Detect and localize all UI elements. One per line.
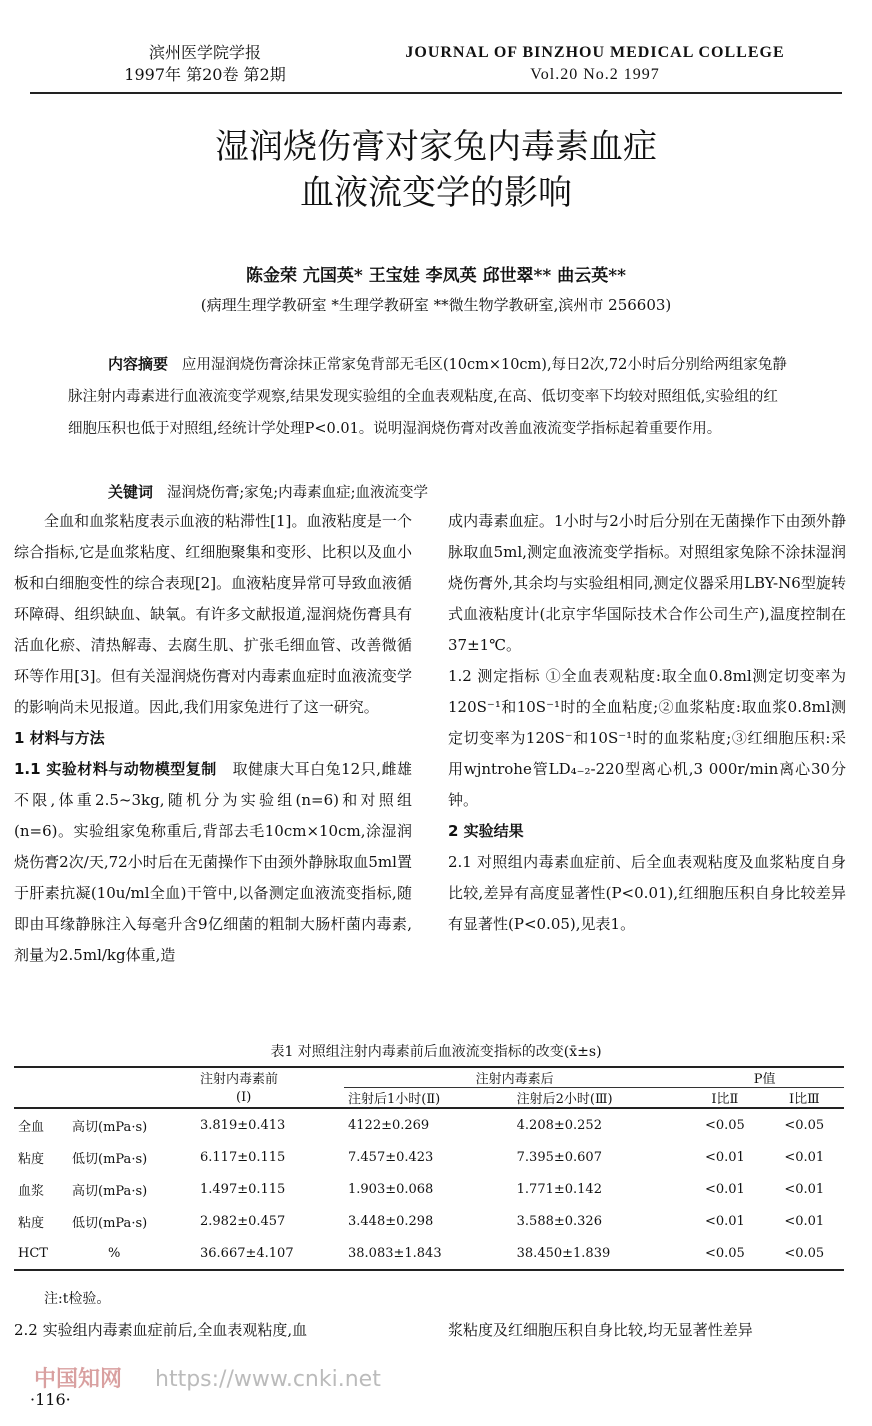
- issue-info-cn: 1997年 第20卷 第2期: [124, 65, 286, 84]
- keywords-text: 湿润烧伤膏;家兔;内毒素血症;血液流变学: [166, 485, 428, 501]
- journal-name-cn: 滨州医学院学报: [148, 43, 261, 62]
- cell-p-1v2: <0.01: [704, 1181, 745, 1197]
- col-before: 注射内毒素前: [200, 1072, 279, 1088]
- methods-continued: 成内毒素血症。1小时与2小时后分别在无菌操作下由颈外静脉取血5ml,测定血液流变学指标。对照组家兔除不涂抹湿润烧伤膏外,其余均与实验组相同,测定仪器采用LBY-N6型旋转式血液粘度计(北京宇华国际技术合作公司生产),温度控制在37±1℃。: [448, 512, 846, 654]
- keywords-label: 关键词: [108, 483, 154, 501]
- col-p-1v3: Ⅰ比Ⅲ: [788, 1092, 820, 1107]
- cell-before: 6.117±0.115: [200, 1149, 286, 1165]
- header-rule: [30, 92, 842, 94]
- cell-after-1h: 7.457±0.423: [348, 1149, 434, 1165]
- col-p-1v2: Ⅰ比Ⅱ: [711, 1092, 739, 1107]
- table-note: 注:t检验。: [44, 1291, 111, 1307]
- row-group: 粘度: [18, 1215, 45, 1231]
- cell-after-1h: 38.083±1.843: [348, 1245, 442, 1261]
- table-row: [14, 1237, 844, 1270]
- cell-p-1v2: <0.05: [704, 1245, 745, 1261]
- cell-p-1v2: <0.01: [704, 1213, 745, 1229]
- page-number: ·116·: [30, 1390, 71, 1409]
- cell-p-1v3: <0.05: [784, 1245, 825, 1261]
- col-after: 注射内毒素后: [344, 1067, 685, 1088]
- abstract-label: 内容摘要: [108, 355, 169, 373]
- row-group: 全血: [18, 1119, 45, 1135]
- row-group: HCT: [18, 1245, 48, 1261]
- row-item: 高切(mPa·s): [72, 1183, 148, 1199]
- cell-before: 1.497±0.115: [200, 1181, 286, 1197]
- cell-after-2h: 4.208±0.252: [516, 1117, 602, 1133]
- cell-p-1v3: <0.01: [784, 1181, 825, 1197]
- cell-p-1v3: <0.01: [784, 1213, 825, 1229]
- results-table: [14, 1066, 844, 1271]
- authors: 陈金荣 亢国英* 王宝娃 李凤英 邱世翠** 曲云英**: [245, 266, 627, 286]
- section-2-1: 2.1 对照组内毒素血症前、后全血表观粘度及血浆粘度自身比较,差异有高度显著性(P<0.01),红细胞压积自身比较差异有显著性(P<0.05),见表1。: [448, 853, 846, 933]
- cell-after-1h: 3.448±0.298: [348, 1213, 434, 1229]
- row-item: 低切(mPa·s): [72, 1215, 148, 1231]
- table-row: [14, 1205, 844, 1237]
- cell-after-1h: 1.903±0.068: [348, 1181, 434, 1197]
- section-1-1-heading: 1.1 实验材料与动物模型复制: [14, 760, 217, 778]
- watermark-cn: 中国知网: [34, 1367, 123, 1392]
- cell-before: 36.667±4.107: [200, 1245, 294, 1261]
- table-row: [14, 1108, 844, 1141]
- abstract: [68, 348, 788, 445]
- col-before-sub: (Ⅰ): [236, 1089, 252, 1105]
- row-group: 血浆: [18, 1183, 45, 1199]
- section-1-heading: 1 材料与方法: [14, 729, 105, 747]
- abstract-text: 应用湿润烧伤膏涂抹正常家兔背部无毛区(10cm×10cm),每日2次,72小时后分别给两组家兔静脉注射内毒素进行血液流变学观察,结果发现实验组的全血表观粘度,在高、低切变率下均较对照组低,实验组的红细胞压积也低于对照组,经统计学处理P<0.01。说明湿润烧伤膏对改善血液流变学指标起着重要作用。: [68, 357, 787, 437]
- section-2-heading: 2 实验结果: [448, 822, 524, 840]
- cell-before: 2.982±0.457: [200, 1213, 286, 1229]
- keywords: [68, 476, 788, 509]
- section-1-1: [14, 754, 412, 971]
- left-column: [14, 506, 412, 971]
- row-item: %: [108, 1245, 121, 1261]
- cnki-watermark: [34, 1362, 381, 1393]
- cell-p-1v2: <0.01: [704, 1149, 745, 1165]
- section-1-2: 1.2 测定指标 ①全血表观粘度:取全血0.8ml测定切变率为120S⁻¹和10S⁻¹时的全血粘度;②血浆粘度:取血浆0.8ml测定切变率为120S⁻和10S⁻¹时的血浆粘度;③红细胞压积:采用wjntrohe管LD₄₋₂-220型离心机,3 000r/min离心30分钟。: [448, 667, 846, 809]
- row-item: 低切(mPa·s): [72, 1151, 148, 1167]
- journal-name-en: JOURNAL OF BINZHOU MEDICAL COLLEGE: [405, 44, 785, 61]
- col-after-2h: 注射后2小时(Ⅲ): [516, 1092, 613, 1107]
- table-caption: 表1 对照组注射内毒素前后血液流变指标的改变(x̄±s): [270, 1044, 602, 1060]
- article-title-line1: 湿润烧伤膏对家兔内毒素血症: [215, 127, 657, 167]
- affiliation: (病理生理学教研室 *生理学教研室 **微生物学教研室,滨州市 256603): [200, 296, 672, 314]
- table-row: [14, 1141, 844, 1173]
- cell-before: 3.819±0.413: [200, 1117, 286, 1133]
- cell-p-1v3: <0.01: [784, 1149, 825, 1165]
- section-2-2-continued: 浆粘度及红细胞压积自身比较,均无显著性差异: [448, 1321, 753, 1339]
- watermark-url[interactable]: https://www.cnki.net: [155, 1367, 381, 1392]
- article-title-line2: 血液流变学的影响: [300, 173, 572, 213]
- row-item: 高切(mPa·s): [72, 1119, 148, 1135]
- cell-after-2h: 1.771±0.142: [516, 1181, 602, 1197]
- right-column: [448, 506, 846, 940]
- cell-p-1v3: <0.05: [784, 1117, 825, 1133]
- cell-p-1v2: <0.05: [704, 1117, 745, 1133]
- row-group: 粘度: [18, 1151, 45, 1167]
- table-row: [14, 1173, 844, 1205]
- col-after-1h: 注射后1小时(Ⅱ): [348, 1092, 441, 1107]
- issue-info-en: Vol.20 No.2 1997: [530, 66, 660, 83]
- cell-after-2h: 7.395±0.607: [516, 1149, 602, 1165]
- col-p-value: P值: [685, 1067, 844, 1088]
- section-1-1-text: 取健康大耳白兔12只,雌雄不限,体重2.5~3kg,随机分为实验组(n=6)和对照组(n=6)。实验组家兔称重后,背部去毛10cm×10cm,涂湿润烧伤膏2次/天,72小时后在无菌操作下由颈外静脉取血5ml置于肝素抗凝(10u/ml全血)干管中,以备测定血液流变指标,随即由耳缘静脉注入每毫升含9亿细菌的粗制大肠杆菌内毒素,剂量为2.5ml/kg体重,造: [14, 760, 412, 964]
- cell-after-2h: 38.450±1.839: [516, 1245, 611, 1261]
- section-2-2-start: 2.2 实验组内毒素血症前后,全血表观粘度,血: [14, 1321, 308, 1339]
- cell-after-1h: 4122±0.269: [348, 1117, 430, 1133]
- intro-paragraph: 全血和血浆粘度表示血液的粘滞性[1]。血液粘度是一个综合指标,它是血浆粘度、红细胞聚集和变形、比积以及血小板和白细胞变性的综合表现[2]。血液粘度异常可导致血液循环障碍、组织缺血、缺氧。有许多文献报道,湿润烧伤膏具有活血化瘀、清热解毒、去腐生肌、扩张毛细血管、改善微循环等作用[3]。但有关湿润烧伤膏对内毒素血症时血液流变学的影响尚未见报道。因此,我们用家兔进行了这一研究。: [14, 512, 412, 716]
- cell-after-2h: 3.588±0.326: [516, 1213, 602, 1229]
